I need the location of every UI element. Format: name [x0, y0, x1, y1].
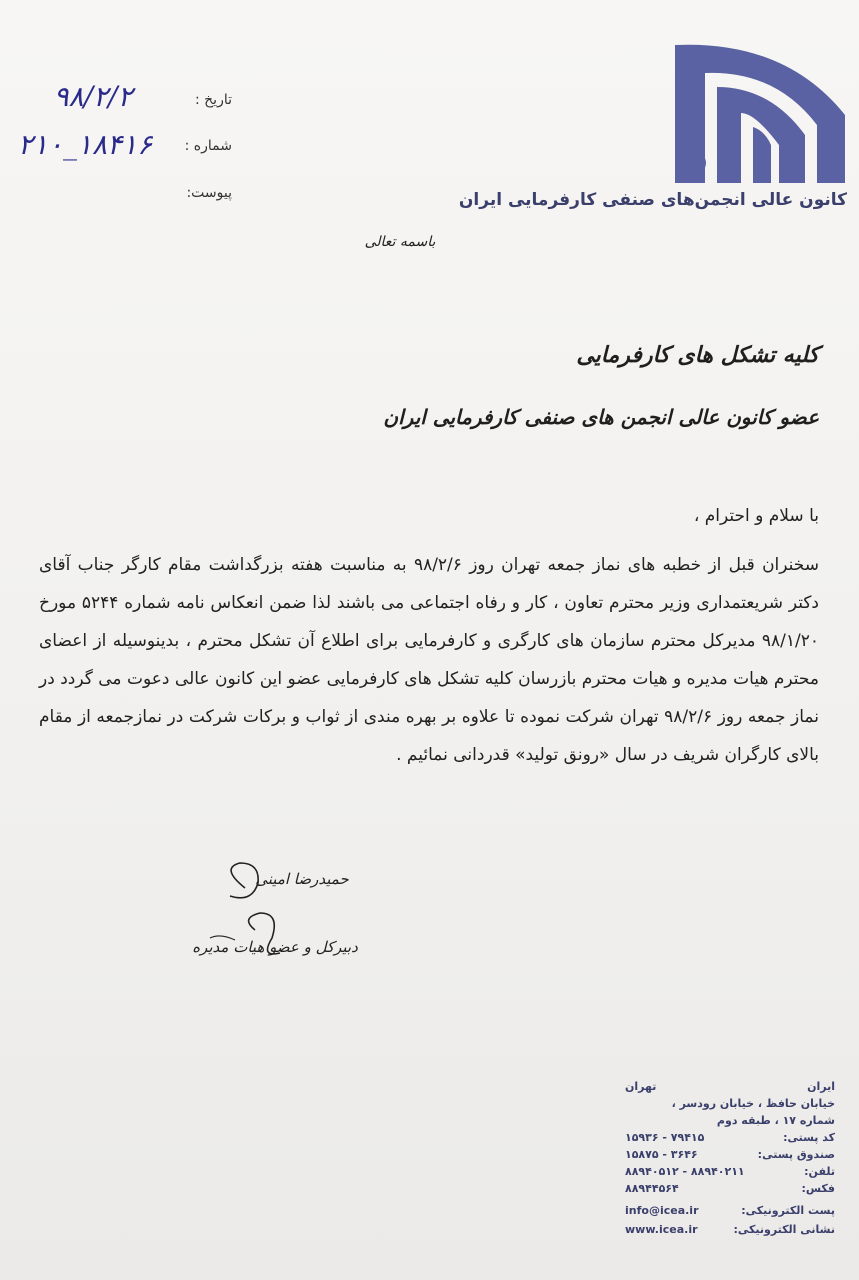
recipient-line-1: کلیه تشکل های کارفرمایی — [576, 342, 819, 368]
footer-pobox-row — [625, 1148, 835, 1162]
organization-name: کانون عالی انجمن‌های صنفی کارفرمایی ایران — [458, 190, 847, 210]
date-label: تاریخ : — [194, 92, 232, 108]
footer-postal-label: کد پستی: — [783, 1131, 835, 1144]
footer-postal-value: ۱۵۹۳۶ - ۷۹۴۱۵ — [625, 1131, 705, 1144]
greeting: با سلام و احترام ، — [693, 506, 819, 526]
letter-body: سخنران قبل از خطبه های نماز جمعه تهران روز ۹۸/۲/۶ به مناسبت هفته بزرگداشت مقام کارگر جناب آقای دکتر شریعتمداری وزیر محترم تعاون ، کار و رفاه اجتماعی می باشند لذا ضمن انعکاس نامه شماره ۵۲۴۴ مورخ ۹۸/۱/۲۰ مدیرکل محترم سازمان های کارگری و کارفرمایی برای اطلاع آن تشکل محترم ، بدینوسیله از اعضای محترم هیات مدیره و هیات محترم بازرسان کلیه تشکل های کارفرمایی عضو این کانون عالی دعوت می گردد در نماز جمعه روز ۹۸/۲/۶ تهران شرکت نموده تا علاوه بر بهره مندی از ثواب و برکات شرکت در نمازجمعه از مقام بالای کارگران شریف در سال «رونق تولید» قدردانی نمائیم . — [39, 555, 820, 765]
footer-fax-row — [625, 1182, 835, 1196]
footer-building: شماره ۱۷ ، طبقه دوم — [716, 1114, 835, 1127]
signer-title: دبیرکل و عضو هیات مدیره — [192, 938, 358, 956]
footer-fax-value: ۸۸۹۴۴۵۶۴ — [625, 1182, 679, 1195]
wifi-signal-logo-icon — [675, 35, 850, 185]
signer-name: حمیدرضا امینی — [255, 870, 349, 888]
number-label: شماره : — [184, 138, 232, 154]
attachment-label: پیوست: — [186, 185, 232, 201]
footer-building-row — [625, 1114, 835, 1128]
footer-email-value[interactable]: info@icea.ir — [625, 1204, 699, 1217]
bismillah: باسمه تعالی — [364, 234, 436, 250]
date-value: ۹۸/۲/۲ — [53, 80, 133, 113]
footer-web-value[interactable]: www.icea.ir — [625, 1223, 698, 1236]
footer-email-label: پست الکترونیکی: — [741, 1204, 835, 1217]
footer-phone-row — [625, 1165, 835, 1179]
footer-street: خیابان حافظ ، خیابان رودسر ، — [671, 1097, 835, 1110]
footer-phone-value: ۸۸۹۴۰۵۱۲ - ۸۸۹۴۰۲۱۱ — [625, 1165, 745, 1178]
footer-web-row — [625, 1223, 835, 1237]
footer-street-row — [625, 1097, 835, 1111]
recipient-line-2: عضو کانون عالی انجمن های صنفی کارفرمایی ایران — [383, 405, 819, 429]
footer-city-row — [625, 1080, 835, 1094]
footer-web-label: نشانی الکترونیکی: — [733, 1223, 835, 1236]
footer-pobox-value: ۱۵۸۷۵ - ۳۶۴۶ — [625, 1148, 698, 1161]
footer-fax-label: فکس: — [801, 1182, 835, 1195]
footer-city: تهران — [625, 1080, 657, 1093]
footer-pobox-label: صندوق پستی: — [757, 1148, 835, 1161]
footer-country: ایران — [807, 1080, 835, 1093]
footer-postal-row — [625, 1131, 835, 1145]
footer-phone-label: تلفن: — [804, 1165, 835, 1178]
letter-number-value: ۱۸۴۱۶_۲۱۰ — [17, 128, 153, 161]
footer-email-row — [625, 1204, 835, 1218]
